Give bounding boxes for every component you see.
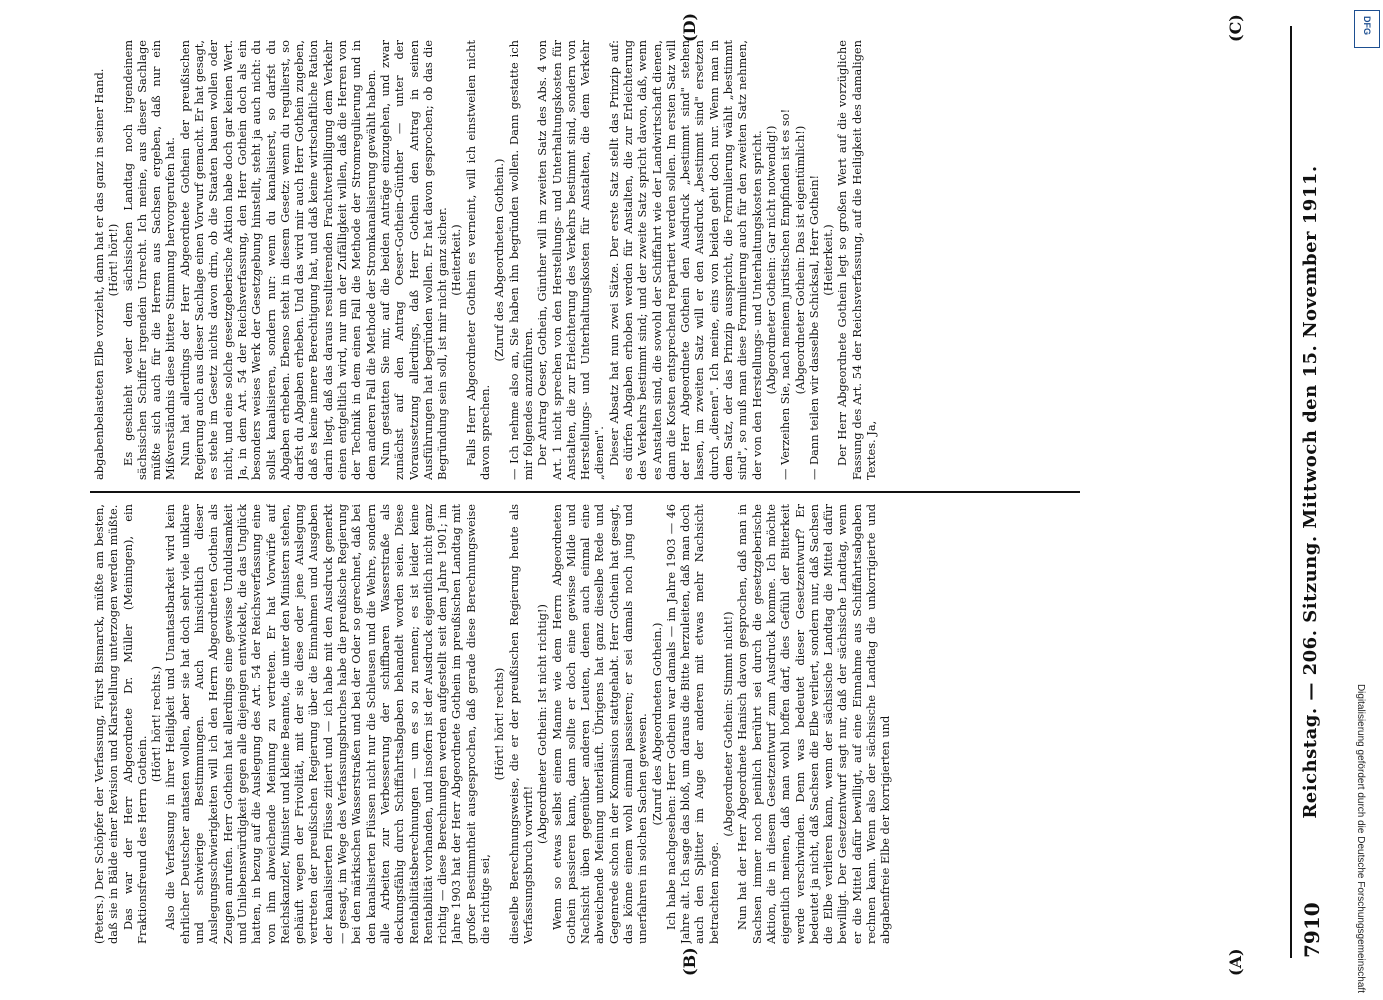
right-column [92, 40, 1282, 480]
page-number: 7910 [1300, 902, 1324, 958]
margin-marker-b: (B) [680, 947, 699, 976]
paragraph: Dieser Absatz hat nun zwei Sätze. Der erste Satz stellt das Prinzip auf: es dürfen Abgaben erhoben werden für Anstalten, die zur Erleichterung des Verkehrs bestimmt sind; und der zweite Satz spricht davon, daß, wenn es Anstalten sind, die sowohl der Schiffahrt wie der Landwirtschaft dienen, dann die Kosten entsprechend repartiert werden sollen. Im ersten Satz will der Herr Abgeordnete Gothein den Ausdruck „bestimmt sind" stehen lassen, im zweiten Satz will er den Ausdruck „bestimmt sind" ersetzen durch „dienen". Ich meine, eins von beiden geht doch nur. Wenn man in dem Satz, der das Prinzip ausspricht, die Formulierung wählt „bestimmt sind", so muß man diese Formulierung auch für den zweiten Satz nehmen, der von den Herstellungs- und Unterhaltungskosten spricht. [606, 40, 764, 480]
side-note-strip [1350, 8, 1366, 993]
paragraph: Also die Verfassung in ihrer Heiligkeit und Unantastbarkeit wird kein ehrlicher Deutscher antasten wollen, aber sie hat doch sehr viele unklare und schwierige Bestimmungen. Auch hinsichtlich dieser Auslegungsschwierigkeiten will ich den Herrn Abgeordneten Gothein als Zeugen anrufen. Herr Gothein hat allerdings eine gewisse Unduldsamkeit und Unliebenswürdigkeit gegen alle diejenigen entwickelt, die das Unglück hatten, in bezug auf die Auslegung des Art. 54 der Reichsverfassung eine von ihm abweichende Meinung zu vertreten. Er hat Vorwürfe auf Reichskanzler, Minister und kleine Beamte, die unter den Ministern stehen, gehäuft wegen der Frivolität, mit der sie diese oder jene Auslegung vertreten der preußischen Regierung über die Einnahmen und Ausgaben der kanalisierten Flüsse zitiert und — ich habe mit den Ausdruck gemerkt — gesagt, im Wege des Verfassungsbruches habe die preußische Regierung bei den märkischen Wasserstraßen und bei der Oder so gerechnet, daß bei den kanalisierten Flüssen nicht nur die Schleusen und die Wehre, sondern alle Arbeiten zur Verbesserung der schiffbaren Wasserstraße als deckungsfähig durch Schiffahrtsabgaben behandelt worden seien. Diese Rentabilitätsberechnungen — um es so zu nennen; es ist leider keine Rentabilität vorhanden, und insofern ist der Ausdruck eigentlich nicht ganz richtig — diese Berechnungen werden aufgestellt seit dem Jahre 1901; im Jahre 1903 hat der Herr Abgeordnete Gothein im preußischen Landtag mit großer Bestimmtheit ausgesprochen, daß gerade diese Berechnungsweise die richtige sei, [163, 504, 493, 944]
interjection: (Abgeordneter Gothein: Ist nicht richtig!) [535, 604, 550, 844]
column-divider [90, 491, 1080, 493]
interjection: (Hört! hört! rechts) [492, 667, 507, 781]
margin-marker-c: (C) [1226, 14, 1245, 42]
interjection: (Heiterkeit.) [449, 224, 464, 296]
paragraph: Nun gestatten Sie mir, auf die beiden Anträge einzugehen, und zwar zunächst auf den Antrag Oeser-Gothein-Günther — unter der Voraussetzung allerdings, daß Herr Gothein den Antrag in seinen Ausführungen hat begründen wollen. Er hat davon gesprochen; ob das die Begründung sein soll, ist mir nicht ganz sicher. [377, 40, 450, 480]
interjection: (Heiterkeit.) [821, 224, 836, 296]
interjection: (Hört! hört! rechts.) [149, 665, 164, 783]
interjection: (Zuruf des Abgeordneten Gothein.) [649, 622, 664, 826]
digitization-note: Digitalisierung gefördert durch die Deutsche Forschungsgemeinschaft [1355, 683, 1366, 993]
paragraph: Wenn so etwas selbst einem Manne wie dem Herrn Abgeordneten Gothein passieren kann, dann sollte er doch eine gewisse Milde und Nachsicht üben gegenüber anderen Leuten, denen auch einmal eine abweichende Meinung unterläuft. Übrigens hat ganz dieselbe Rede und Gegenrede schon in der Kommission stattgehabt. Herr Gothein hat gesagt, das könne einem wohl einmal passieren; er sei damals noch jung und unerfahren in solchen Sachen gewesen. [549, 504, 650, 944]
paragraph: Nun hat allerdings der Herr Abgeordnete Gothein der preußischen Regierung auch aus dieser Sachlage einen Vorwurf gemacht. Er hat gesagt, es stehe im Gesetz nichts davon drin, ob die Staaten bauen wollen oder nicht, und eine solche gesetzgeberische Aktion habe doch gar keinen Wert. Ja, in dem Art. 54 der Reichsverfassung, den Herr Gothein doch als ein besonders weises Werk der Gesetzgebung hinstellt, steht ja auch nicht: du sollst kanalisieren, sondern nur: wenn du kanalisierst, so darfst du Abgaben erheben. Ebenso steht in diesem Gesetz: wenn du regulierst, so darfst du Abgaben erheben. Und das wird mir auch Herr Gothein zugeben, daß es keine innere Berechtigung hat, und daß keine wirtschaftliche Ration darin liegt, daß das daraus resultierenden Frachtverbilligung dem Verkehr einen entgeltlich wird, nur um der Zufälligkeit willen, daß die Herren von der Technik in dem einen Fall die Methode der Stromregulierung und in dem anderen Fall die Methode der Stromkanalisierung gewählt haben. [177, 40, 378, 480]
paragraph: Der Herr Abgeordnete Gothein legt so großen Wert auf die vorzügliche Fassung des Art. 54 der Reichsverfassung, auf die Heiligkeit des damaligen Textes. Ja, [835, 40, 879, 480]
paragraph: dieselbe Berechnungsweise, die er der preußischen Regierung heute als Verfassungsbruch vorwirft! [506, 504, 535, 944]
paragraph: Es geschieht weder dem sächsischen Landtag noch irgendeinem sächsischen Schiffer irgendein Unrecht. Ich meine, aus dieser Sachlage müßte sich auch für die Herren aus Sachsen ergeben, daß nur ein Mißverständnis diese bittere Stimmung hervorgerufen hat. [120, 40, 178, 480]
paragraph: Falls Herr Abgeordneter Gothein es verneint, will ich einstweilen nicht davon sprechen. [463, 40, 493, 480]
interjection: (Abgeordneter Gothein: Stimmt nicht!) [721, 611, 736, 837]
interjection: (Abgeordneter Gothein: Das ist eigentümlich!) [792, 125, 807, 395]
paragraph: abgabenbelasteten Elbe vorzieht, dann hat er das ganz in seiner Hand. [92, 68, 106, 480]
paragraph: — Verzeihen Sie, nach meinem juristischen Empfinden ist es so! [778, 108, 793, 480]
margin-marker-d: (D) [680, 12, 699, 42]
interjection: (Hört! hört!) [106, 223, 121, 297]
left-column [92, 504, 1282, 944]
paragraph: — Ich nehme also an, Sie haben ihn begründen wollen. Dann gestatte ich mir folgendes anzuführen. [506, 40, 535, 480]
dfg-logo-text: DFG [1362, 16, 1372, 35]
running-title: Reichstag. — 206. Sitzung. Mittwoch den 15. November 1911. [1300, 165, 1321, 819]
paragraph: Das war der Herr Abgeordnete Dr. Müller (Meiningen), ein Fraktionsfreund des Herrn Gothein. [120, 504, 149, 944]
paragraph: Ich habe nachgesehen: Herr Gothein war damals — im Jahre 1903 — 46 Jahre alt. Ich sage das bloß, um daraus die Bitte herzuleiten, daß man doch auch den Splitter im Auge der anderen mit etwas mehr Nachsicht betrachten möge. [663, 504, 721, 944]
margin-marker-a: (A) [1226, 948, 1245, 976]
page-header [1298, 26, 1332, 958]
paragraph: — Dann teilen wir dasselbe Schicksal, Herr Gothein! [806, 174, 821, 480]
paragraph: Nun hat der Herr Abgeordnete Hanisch davon gesprochen, daß man in Sachsen immer noch peinlich berührt sei durch die gesetzgeberische Aktion, die in diesem Gesetzentwurf zum Ausdruck komme. Ich möchte eigentlich meinen, daß man wohl hoffen darf, dies Gefühl der Bitterkeit werde verschwinden. Denn was bedeutet dieser Gesetzentwurf? Er bedeutet ja nicht, daß Sachsen die Elbe verliert, sondern nur, daß Sachsen die Elbe verlieren kann, wenn der sächsische Landtag die Mittel dafür bewilligt. Der Gesetzentwurf sagt nur, daß der sächsische Landtag, wenn er die Mittel dafür bewilligt, auf eine Einnahme aus Schiffahrtsabgaben rechnen kann. Wenn also der sächsische Landtag die unkorrigierte und abgabenfreie Elbe der korrigierten und [735, 504, 893, 944]
paragraph: Der Antrag Oeser, Gothein, Günther will im zweiten Satz des Abs. 4 von Art. 1 nicht sprechen von den Herstellungs- und Unterhaltungskosten für Anstalten, die zur Erleichterung des Verkehrs bestimmt sind, sondern von Herstellungs- und Unterhaltungskosten für Anstalten, die dem Verkehr „dienen". [535, 40, 607, 480]
interjection: (Zuruf des Abgeordneten Gothein.) [492, 158, 507, 362]
paragraph: (Peters.) Der Schöpfer der Verfassung, Fürst Bismarck, müßte am besten, daß sie in Bälde einer Revision und Klarstellung unterzogen werden müßte. [92, 504, 121, 944]
interjection: (Abgeordneter Gothein: Gar nicht notwendig!) [763, 125, 778, 395]
header-rule [1290, 26, 1292, 958]
